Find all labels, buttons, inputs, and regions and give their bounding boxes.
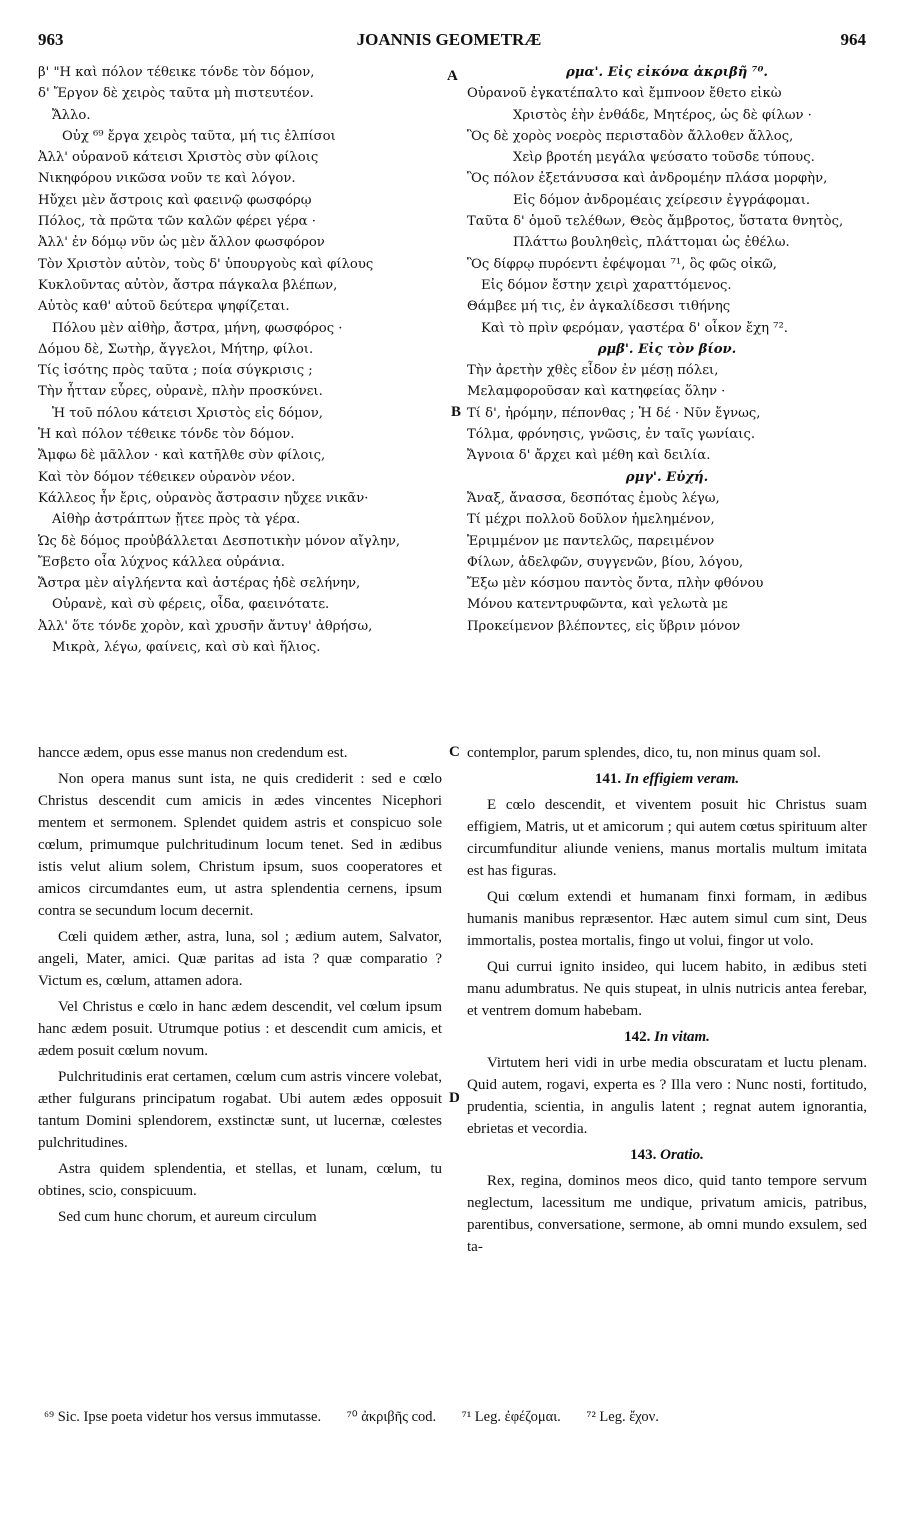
verse-line: Μικρὰ, λέγω, φαίνεις, καὶ σὺ καὶ ἥλιος. bbox=[52, 640, 321, 656]
margin-letter-d: D bbox=[449, 1090, 460, 1106]
section-heading bbox=[467, 1144, 867, 1166]
greek-text-right-column bbox=[467, 62, 867, 637]
verse-line: Καὶ τὸ πρὶν φερόμαν, γαστέρα δ' οἶκον ἔχη ⁷². bbox=[481, 320, 788, 336]
verse-line: Ἡ καὶ πόλον τέθεικε τόνδε τὸν δόμον. bbox=[38, 427, 295, 443]
verse-line: Πόλος, τὰ πρῶτα τῶν καλῶν φέρει γέρα · bbox=[38, 214, 316, 230]
paragraph: Astra quidem splendentia, et stellas, et lunam, cœlum, tu obtines, scio, conspicuum. bbox=[38, 1161, 442, 1199]
paragraph: Virtutem heri vidi in urbe media obscuratam et luctu plenam. Quid autem, rogavi, experta es ? Illa vero : Nunc nosti, fortitudo, prudentia, scientia, in angulis latent ; regnat autem ignorantia, ebrietas et vecordia. bbox=[467, 1055, 867, 1137]
verse-line: Ἐριμμένον με παντελῶς, παρειμένον bbox=[467, 533, 715, 549]
verse-line: Τί δ', ἠρόμην, πέπονθας ; Ἡ δέ · Νῦν ἔγνως, bbox=[467, 405, 761, 421]
verse-line: Αἰθὴρ ἀστράπτων ᾔτεε πρὸς τὰ γέρα. bbox=[52, 512, 301, 528]
footnotes bbox=[44, 1409, 874, 1426]
footnote: ⁷¹ Leg. ἐφέζομαι. bbox=[461, 1409, 561, 1425]
paragraph: hancce ædem, opus esse manus non credendum est. bbox=[38, 745, 348, 761]
verse-line: Ἄλλο. bbox=[52, 107, 91, 123]
verse-line: Κυκλοῦντας αὐτὸν, ἄστρα πάγκαλα βλέπων, bbox=[38, 277, 338, 293]
verse-line: Ἄστρα μὲν αἰγλήεντα καὶ ἀστέρας ἠδὲ σελήνην, bbox=[38, 576, 361, 592]
verse-line: Πόλου μὲν αἰθὴρ, ἄστρα, μήνη, φωσφόρος · bbox=[52, 320, 343, 336]
verse-line: Ἄναξ, ἄνασσα, δεσπότας ἐμοὺς λέγω, bbox=[467, 490, 720, 506]
section-title: Oratio. bbox=[660, 1147, 704, 1163]
margin-letter-b: B bbox=[451, 404, 462, 420]
verse-line: Ὃς δίφρῳ πυρόεντι ἐφέψομαι ⁷¹, ὃς φῶς οἰκῶ, bbox=[467, 256, 777, 272]
poem-heading: ρμγ'. Εὐχή. bbox=[625, 469, 709, 485]
section-heading bbox=[467, 1026, 867, 1048]
verse-line: Καὶ τὸν δόμον τέθεικεν οὐρανὸν νέον. bbox=[38, 469, 296, 485]
verse-line: Ἄμφω δὲ μᾶλλον · καὶ κατῆλθε σὺν φίλοις, bbox=[38, 448, 326, 464]
page-number-left: 963 bbox=[38, 30, 64, 49]
running-title: JOANNIS GEOMETRÆ bbox=[356, 30, 542, 49]
paragraph: Sed cum hunc chorum, et aureum circulum bbox=[58, 1209, 317, 1225]
verse-line: Ἔσβετο οἷα λύχνος κάλλεα οὐράνια. bbox=[38, 554, 285, 570]
verse-line: Ὃς πόλον ἐξετάνυσσα καὶ ἀνδρομέην πλάσα μορφὴν, bbox=[467, 171, 828, 187]
verse-line: Ηὔχει μὲν ἄστροις καὶ φαεινῷ φωσφόρῳ bbox=[38, 192, 312, 208]
footnote: ⁷⁰ ἀκριβῆς cod. bbox=[346, 1409, 437, 1425]
verse-line: Τὴν ἀρετὴν χθὲς εἶδον ἐν μέσῃ πόλει, bbox=[467, 363, 719, 379]
verse-line: Τίς ἰσότης πρὸς ταῦτα ; ποία σύγκρισις ; bbox=[38, 363, 313, 379]
verse-line: Θάμβεε μή τις, ἐν ἀγκαλίδεσσι τιθήνης bbox=[467, 299, 731, 315]
verse-line: Ἄγνοια δ' ἄρχει καὶ μέθη καὶ δειλία. bbox=[467, 448, 711, 464]
verse-line: Κάλλεος ἦν ἔρις, οὐρανὸς ἄστρασιν ηὔχεε νικᾶν· bbox=[38, 490, 369, 506]
verse-line: Οὐρανὲ, καὶ σὺ φέρεις, οἶδα, φαεινότατε. bbox=[52, 597, 330, 613]
verse-line: Οὐχ ⁶⁹ ἔργα χειρὸς ταῦτα, μή τις ἐλπίσοι bbox=[62, 128, 336, 144]
latin-translation-left-column bbox=[38, 742, 442, 1232]
paragraph: Cœli quidem æther, astra, luna, sol ; ædium autem, Salvator, angeli, Mater, amici. Quæ paritas ad ista ? quæ comparatio ? Victum es, cœlum, attamen adora. bbox=[38, 929, 442, 989]
section-number: 143. bbox=[630, 1147, 657, 1163]
verse-line: Αὐτὸς καθ' αὑτοῦ δεύτερα ψηφίζεται. bbox=[38, 299, 290, 315]
verse-line: Δόμου δὲ, Σωτὴρ, ἄγγελοι, Μήτηρ, φίλοι. bbox=[38, 341, 314, 357]
page-number-right: 964 bbox=[840, 30, 866, 49]
verse-line: Ἀλλ' οὐρανοῦ κάτεισι Χριστὸς σὺν φίλοις bbox=[38, 150, 319, 166]
verse-line: Πλάττω βουληθεὶς, πλάττομαι ὡς ἐθέλω. bbox=[513, 235, 790, 251]
verse-line: Μελαμφοροῦσαν καὶ κατηφείας ὅλην · bbox=[467, 384, 726, 400]
paragraph: Qui cœlum extendi et humanam finxi formam, in ædibus humanis manibus repræsentor. Hæc autem simul cum sint, Deus immortalis, postea mortalis, fingo ut volui, fingor ut volo. bbox=[467, 889, 867, 949]
verse-line: Τὸν Χριστὸν αὐτὸν, τοὺς δ' ὑπουργοὺς καὶ φίλους bbox=[38, 256, 374, 272]
verse-line: Εἰς δόμον ἀνδρομέαις χείρεσιν ἐγγράφομαι. bbox=[513, 192, 811, 208]
section-title: In vitam. bbox=[654, 1029, 710, 1045]
verse-line: Ἡ τοῦ πόλου κάτεισι Χριστὸς εἰς δόμον, bbox=[52, 405, 323, 421]
poem-heading: ρμα'. Εἰς εἰκόνα ἀκριβῆ ⁷⁰. bbox=[565, 65, 769, 80]
paragraph: Rex, regina, dominos meos dico, quid tanto tempore servum neglectum, lacessitum me undique, privatum amicis, patribus, parentibus, conversatione, sermone, ab omni mundo exsulem, sed ta- bbox=[467, 1173, 867, 1255]
footnote: ⁷² Leg. ἔχον. bbox=[586, 1409, 659, 1425]
verse-line: Προκείμενον βλέποντες, εἰς ὕβριν μόνον bbox=[467, 618, 741, 634]
verse-line: Οὐρανοῦ ἐγκατέπαλτο καὶ ἔμπνοον ἔθετο εἰκὼ bbox=[467, 86, 782, 102]
section-heading bbox=[467, 768, 867, 790]
section-number: 142. bbox=[624, 1029, 651, 1045]
verse-line: Χεὶρ βροτέη μεγάλα ψεύσατο τοῦσδε τύπους. bbox=[513, 150, 815, 166]
verse-line: Ὃς δὲ χορὸς νοερὸς περισταδὸν ἄλλοθεν ἄλλος, bbox=[467, 128, 794, 144]
verse-line: Ὡς δὲ δόμος προὐβάλλεται Δεσποτικὴν μόνον αἴγλην, bbox=[38, 533, 401, 549]
verse-line: Τόλμα, φρόνησις, γνῶσις, ἐν ταῖς γωνίαις. bbox=[467, 427, 756, 443]
verse-line: Φίλων, ἀδελφῶν, συγγενῶν, βίου, λόγου, bbox=[467, 554, 744, 570]
greek-text-left-column bbox=[38, 62, 448, 658]
paragraph: Non opera manus sunt ista, ne quis crediderit : sed e cœlo Christus descendit cum amicis in ædes vincentes Nicephori mentem et sermonem. Splendet quidem astris et conspicuo sole cœlum, primumque pulchritudinum locum tenet. Sed in ædibus istis velut alium solem, Christum ipsum, suos cooperatores et amicos circumdantes eum, ut astra splendentia cernens, ipsum contra se secundum locum decernit. bbox=[38, 771, 442, 919]
verse-line: Τί μέχρι πολλοῦ δοῦλον ἠμελημένον, bbox=[467, 512, 715, 528]
verse-line: Ἔξω μὲν κόσμου παντὸς ὄντα, πλὴν φθόνου bbox=[467, 576, 764, 592]
verse-line: Ἀλλ' ἐν δόμῳ νῦν ὡς μὲν ἄλλον φωσφόρον bbox=[38, 235, 325, 251]
paragraph: Vel Christus e cœlo in hanc ædem descendit, vel cœlum ipsum hanc ædem posuit. Utrumque potius : et descendit cum amicis, et ædem posuit cœlum novum. bbox=[38, 999, 442, 1059]
verse-line: Ἀλλ' ὅτε τόνδε χορὸν, καὶ χρυσῆν ἄντυγ' ἀθρήσω, bbox=[38, 618, 373, 634]
verse-line: Νικηφόρου νικῶσα νοῦν τε καὶ λόγον. bbox=[38, 171, 296, 187]
verse-line: Τὴν ἧτταν εὗρες, οὐρανὲ, πλὴν προσκύνει. bbox=[38, 384, 323, 400]
paragraph: contemplor, parum splendes, dico, tu, non minus quam sol. bbox=[467, 745, 821, 761]
verse-line: δ' Ἔργον δὲ χειρὸς ταῦτα μὴ πιστευτέον. bbox=[38, 86, 314, 102]
verse-line: Ταῦτα δ' ὁμοῦ τελέθων, Θεὸς ἄμβροτος, ὕστατα θνητὸς, bbox=[467, 214, 844, 230]
verse-line: Εἰς δόμον ἔστην χειρὶ χαραττόμενος. bbox=[481, 277, 732, 293]
paragraph: E cœlo descendit, et viventem posuit hic Christus suam effigiem, Matris, ut et amicorum ; qui autem cœtus spirituum alter circumfunditur aliunde veniens, manus mortalis multum imitata est has figuras. bbox=[467, 797, 867, 879]
paragraph: Pulchritudinis erat certamen, cœlum cum astris vincere volebat, æther fulgurans principatum rogabat. Ubi autem ædes opposuit tantum Domini splendorem, exstinctæ sunt, ut lucernæ, cœlestes pulchritudines. bbox=[38, 1069, 442, 1151]
margin-letter-c: C bbox=[449, 744, 460, 760]
section-title: In effigiem veram. bbox=[624, 771, 740, 787]
footnote: ⁶⁹ Sic. Ipse poeta videtur hos versus immutasse. bbox=[44, 1409, 322, 1425]
verse-line: β' "Η καὶ πόλον τέθεικε τόνδε τὸν δόμον, bbox=[38, 65, 315, 80]
paragraph: Qui currui ignito insideo, qui lucem habito, in ædibus steti manu adumbratus. Ne quis stupeat, in ulnis nutricis antea ferebar, et ventrem domum habebam. bbox=[467, 959, 867, 1019]
section-number: 141. bbox=[594, 771, 622, 787]
latin-translation-right-column bbox=[467, 742, 867, 1262]
margin-letter-a: A bbox=[447, 68, 458, 84]
poem-heading: ρμβ'. Εἰς τὸν βίον. bbox=[597, 341, 737, 357]
verse-line: Χριστὸς ἑὴν ἐνθάδε, Μητέρος, ὡς δὲ φίλων · bbox=[513, 107, 812, 123]
verse-line: Μόνου κατεντρυφῶντα, καὶ γελωτὰ με bbox=[467, 597, 728, 613]
